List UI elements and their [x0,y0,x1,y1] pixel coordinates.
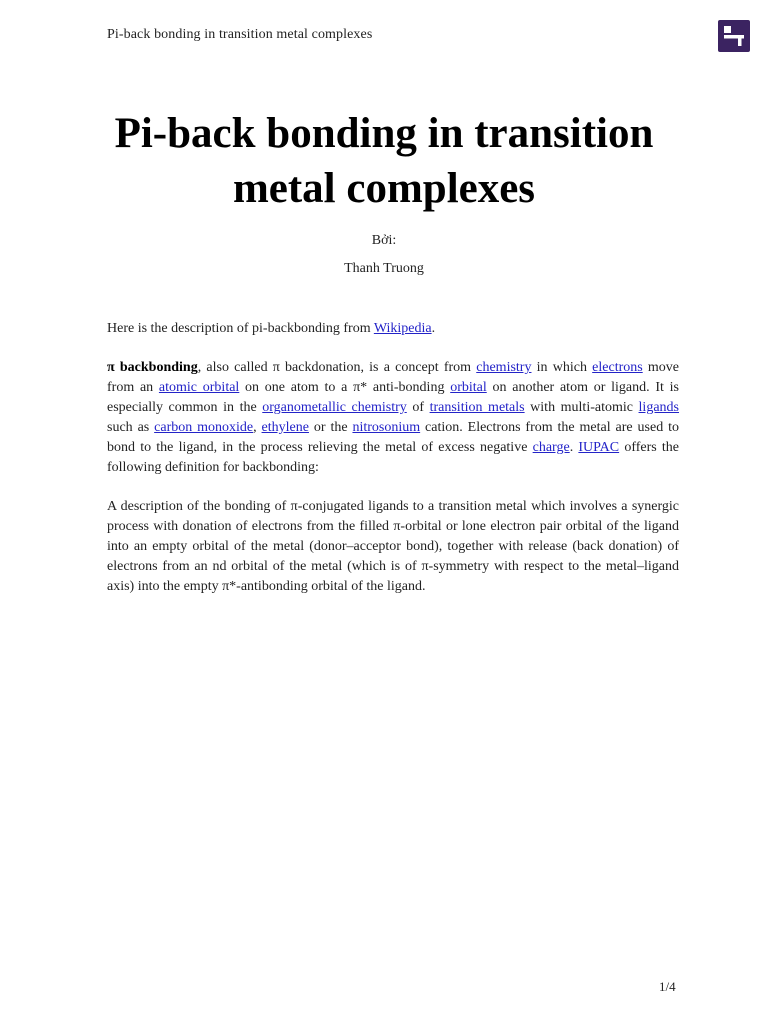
link-wikipedia[interactable]: Wikipedia [373,321,432,336]
link-carbon-monoxide[interactable]: carbon monoxide [154,420,254,435]
document-body [107,319,679,616]
scribd-logo-icon[interactable] [718,20,750,52]
link-ethylene[interactable]: ethylene [261,420,309,435]
by-label: Bởi: [371,233,397,248]
iupac-definition-paragraph: A description of the bonding of π-conjugated ligands to a transition metal which involves a synergic process with donation of electrons from the filled π-orbital or lone electron pair orbital of the ligand into an empty orbital of the metal (donor–acceptor bond), together with release (back donation) of electrons from an nd orbital of the metal (which is of π-symmetry with respect to the metal–ligand axis) into the empty π*-antibonding orbital of the ligand. [107,499,679,594]
link-chemistry[interactable]: chemistry [476,360,532,375]
link-atomic-orbital[interactable]: atomic orbital [158,380,240,395]
link-transition-metals[interactable]: transition metals [429,400,525,415]
link-iupac[interactable]: IUPAC [578,440,620,455]
link-organometallic-chemistry[interactable]: organometallic chemistry [262,400,407,415]
link-electrons[interactable]: electrons [592,360,643,375]
running-header: Pi-back bonding in transition metal complexes [107,27,373,42]
intro-paragraph: Here is the description of pi-backbonding from Wikipedia. [107,321,436,336]
backbonding-paragraph: π backbonding, also called π backdonation, is a concept from chemistry in which electrons move from an atomic orbital on one atom to a π* anti-bonding orbital on another atom or ligand. It is especially common in the organometallic chemistry of transition metals with multi-atomic ligands such as carbon monoxide, ethylene or the nitrosonium cation. Electrons from the metal are used to bond to the ligand, in the process relieving the metal of excess negative charge. IUPAC offers the following definition for backbonding: [107,360,680,475]
term-pi-backbonding: π backbonding [107,360,198,375]
page-number: 1/4 [659,979,676,994]
link-nitrosonium[interactable]: nitrosonium [352,420,421,435]
author-name: Thanh Truong [344,261,424,276]
link-ligands[interactable]: ligands [638,400,679,415]
link-charge[interactable]: charge [532,440,570,455]
document-title: Pi-back bonding in transition metal complexes [114,110,654,212]
link-orbital[interactable]: orbital [450,380,487,395]
